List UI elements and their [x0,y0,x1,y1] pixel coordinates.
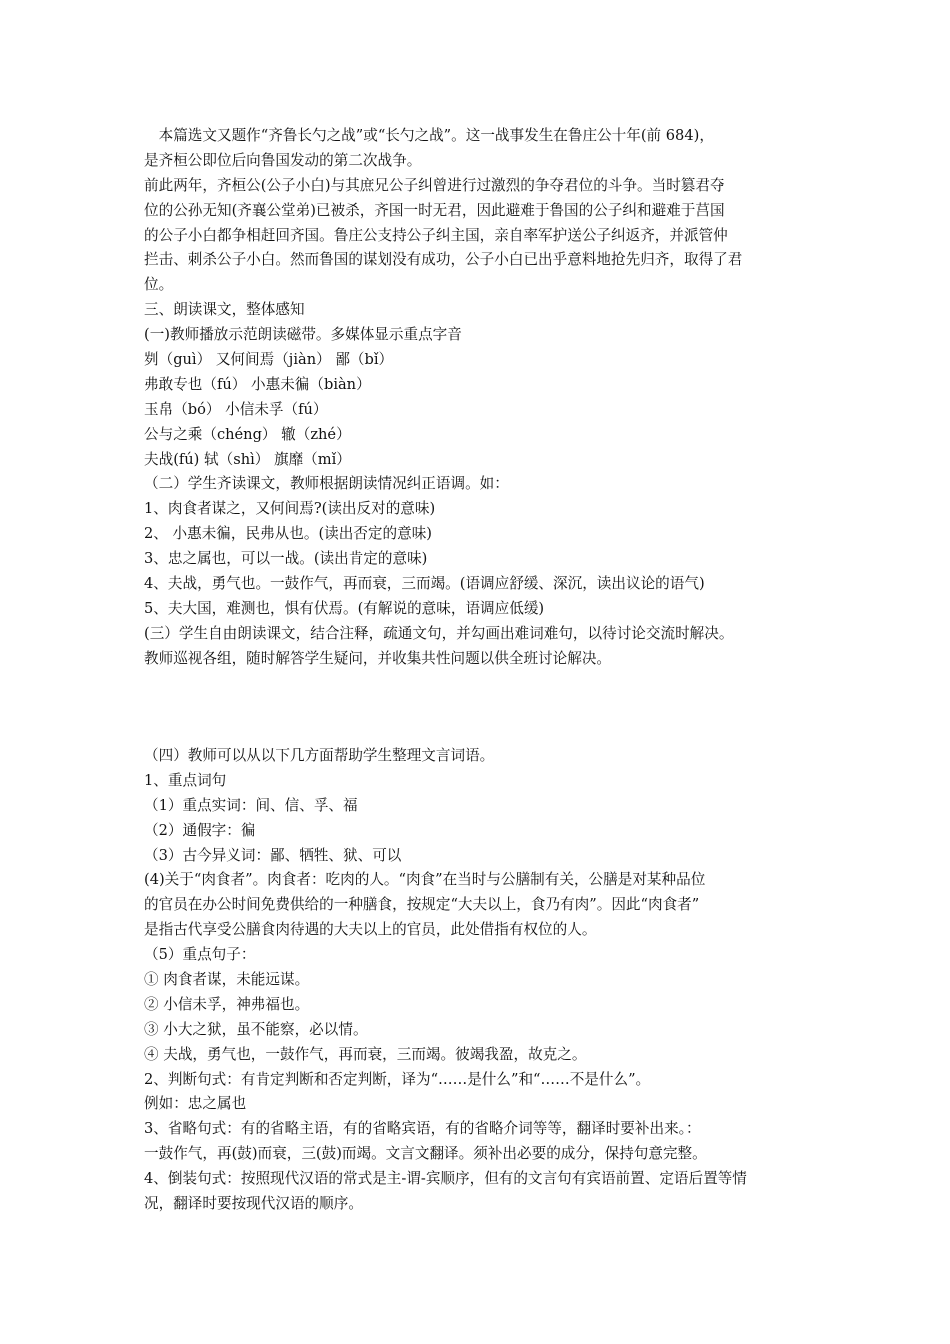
text-line: 的公子小白都争相赶回齐国。鲁庄公支持公子纠主国，亲自率军护送公子纠返齐，并派管仲 [144,226,728,244]
text-line: 是齐桓公即位后向鲁国发动的第二次战争。 [144,151,422,169]
text-line: 例如：忠之属也 [144,1095,247,1113]
pronunciation-line: 刿（guì） 又何间焉（jiàn） 鄙（bǐ） [144,351,394,369]
list-item: 3、忠之属也，可以一战。(读出肯定的意味) [144,550,428,568]
list-item: （2）通假字：徧 [144,821,256,839]
list-item: 5、夫大国，难测也，惧有伏焉。(有解说的意味，语调应低缓) [144,599,545,617]
section-heading: 三、朗读课文，整体感知 [144,301,305,319]
list-item: 4、夫战，勇气也。一鼓作气，再而衰，三而竭。(语调应舒缓、深沉，读出议论的语气) [144,575,705,593]
text-line: 的官员在办公时间免费供给的一种膳食，按规定“大夫以上，食乃有肉”。因此“肉食者” [144,896,700,914]
text-line: 本篇选文又题作“齐鲁长勺之战”或“长勺之战”。这一战事发生在鲁庄公十年(前 684)， [144,127,714,144]
list-item: ③ 小大之狱，虽不能察，必以情。 [144,1020,368,1038]
pronunciation-line: 弗敢专也（fú） 小惠未徧（biàn） [144,375,371,393]
section-two [144,744,814,1217]
list-item: ④ 夫战，勇气也，一鼓作气，再而衰，三而竭。彼竭我盈，故克之。 [144,1045,587,1063]
list-item: 1、肉食者谋之，又何间焉?(读出反对的意味) [144,500,436,518]
text-line: 况，翻译时要按现代汉语的顺序。 [144,1195,363,1213]
text-line: 4、倒装句式：按照现代汉语的常式是主-谓-宾顺序，但有的文言句有宾语前置、定语后置等情 [144,1170,747,1188]
text-line: 1、重点词句 [144,771,227,789]
text-line: （四）教师可以从以下几方面帮助学生整理文言词语。 [144,747,495,764]
pronunciation-line: 玉帛（bó） 小信未孚（fú） [144,400,328,418]
text-line: 3、省略句式：有的省略主语，有的省略宾语，有的省略介词等等，翻译时要补出来。： [144,1120,701,1138]
list-item: （3）古今异义词：鄙、牺牲、狱、可以 [144,846,402,864]
section-one [144,124,814,672]
list-item: ② 小信未孚，神弗福也。 [144,995,310,1013]
list-item: 2、 小惠未徧，民弗从也。(读出否定的意味) [144,525,433,543]
text-line: 拦击、刺杀公子小白。然而鲁国的谋划没有成功，公子小白已出乎意料地抢先归齐，取得了君 [144,251,743,269]
text-line: （5）重点句子： [144,946,256,964]
text-line: 2、判断句式：有肯定判断和否定判断，译为“……是什么”和“……不是什么”。 [144,1070,651,1088]
list-item: ① 肉食者谋，未能远谋。 [144,971,310,989]
list-item: （1）重点实词：间、信、孚、福 [144,796,358,814]
text-line: 一鼓作气，再(鼓)而衰，三(鼓)而竭。文言文翻译。须补出必要的成分，保持句意完整。 [144,1145,707,1163]
text-line: (一)教师播放示范朗读磁带。多媒体显示重点字音 [144,326,462,344]
text-line: (4)关于“肉食者”。肉食者：吃肉的人。“肉食”在当时与公膳制有关，公膳是对某种品位 [144,871,706,889]
text-line: （二）学生齐读课文，教师根据朗读情况纠正语调。如： [144,475,509,493]
text-line: 位的公孙无知(齐襄公堂弟)已被杀，齐国一时无君，因此避难于鲁国的公子纠和避难于莒国 [144,201,725,219]
text-line: 是指古代享受公膳食肉待遇的大夫以上的官员，此处借指有权位的人。 [144,921,597,939]
text-line: 位。 [144,276,174,294]
text-line: 教师巡视各组，随时解答学生疑问，并收集共性问题以供全班讨论解决。 [144,649,612,667]
text-line: 前此两年，齐桓公(公子小白)与其庶兄公子纠曾进行过激烈的争夺君位的斗争。当时篡君夺 [144,176,725,194]
pronunciation-line: 夫战(fú) 轼（shì） 旗靡（mǐ） [144,450,351,468]
text-line: (三）学生自由朗读课文，结合注释，疏通文句，并勾画出难词难句，以待讨论交流时解决。 [144,624,734,642]
pronunciation-line: 公与之乘（chéng） 辙（zhé） [144,425,351,443]
